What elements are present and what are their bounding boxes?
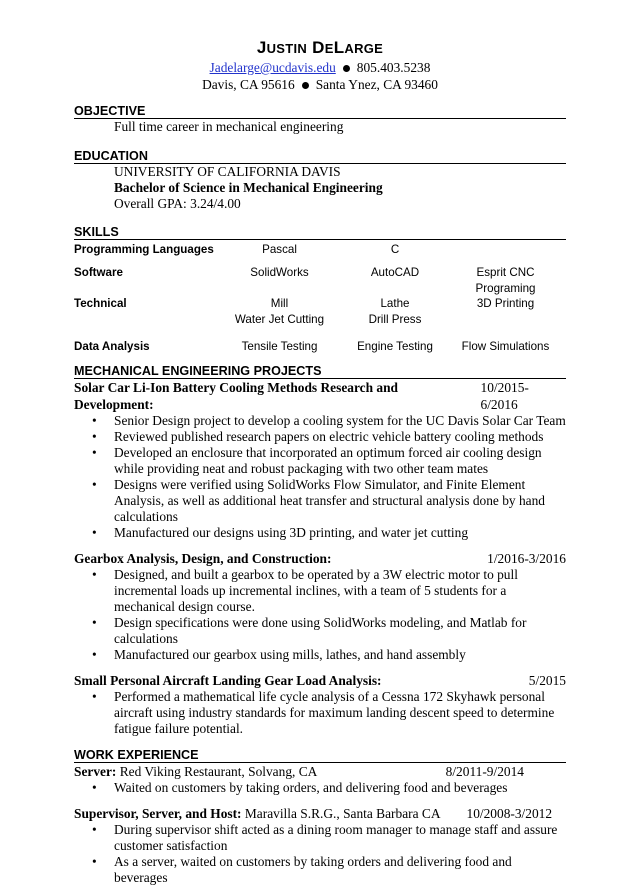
project-bullets — [74, 689, 566, 737]
skill-item: Lathe Drill Press — [368, 297, 422, 326]
section-heading-education: EDUCATION — [74, 149, 566, 164]
skills-row — [74, 296, 566, 339]
project-date: 1/2016-3/2016 — [487, 550, 566, 566]
project-title: Solar Car Li-Ion Battery Cooling Methods Research and Development: — [74, 379, 398, 412]
skill-item: Tensile Testing — [241, 340, 318, 353]
contact-line-1 — [74, 59, 566, 76]
education-gpa: Overall GPA: 3.24/4.00 — [114, 196, 241, 211]
job-date: 10/2008-3/2012 — [466, 805, 553, 821]
skill-item: Engine Testing — [357, 340, 433, 353]
job-role: Supervisor, Server, and Host: — [74, 805, 242, 821]
education-degree: Bachelor of Science in Mechanical Engineering — [114, 180, 383, 195]
skills-table — [74, 240, 566, 355]
skill-item: SolidWorks — [250, 266, 309, 279]
skill-category: Software — [74, 266, 123, 279]
job-entry — [74, 805, 566, 886]
job-role: Server: — [74, 763, 117, 779]
address-davis: Davis, CA 95616 — [202, 77, 295, 92]
list-item: • As a server, waited on customers by taking orders and delivering food and beverages — [114, 854, 566, 886]
bullet-dot-icon — [302, 82, 309, 89]
job-place: Maravilla S.R.G., Santa Barbara CA — [244, 805, 441, 821]
address-santa-ynez: Santa Ynez, CA 93460 — [315, 77, 438, 92]
project-title: Small Personal Aircraft Landing Gear Load Analysis: — [74, 672, 382, 688]
skill-category: Technical — [74, 297, 127, 310]
skills-row — [74, 339, 566, 355]
project-entry — [74, 672, 566, 737]
job-date: 8/2011-9/2014 — [445, 763, 524, 779]
objective-text: Full time career in mechanical engineering — [114, 119, 344, 134]
skill-item: Mill Water Jet Cutting — [234, 297, 325, 326]
project-date: 5/2015 — [528, 672, 566, 688]
skill-item: Pascal — [262, 243, 297, 256]
list-item: • Reviewed published research papers on electric vehicle battery cooling methods — [114, 429, 566, 445]
project-bullets — [74, 567, 566, 663]
list-item: • Developed an enclosure that incorporated an optimum forced air cooling design while providing neat and robust packaging with two other team mates — [114, 445, 566, 477]
project-bullets — [74, 413, 566, 541]
list-item: • Design specifications were done using SolidWorks modeling, and Matlab for calculations — [114, 615, 566, 647]
section-heading-skills: SKILLS — [74, 225, 566, 240]
list-item: • Senior Design project to develop a cooling system for the UC Davis Solar Car Team — [114, 413, 566, 429]
resume-page — [74, 38, 566, 886]
skill-item: 3D Printing — [476, 297, 535, 310]
skill-item: Esprit CNC Programing — [475, 266, 536, 295]
project-entry — [74, 379, 566, 541]
list-item: • Designed, and built a gearbox to be operated by a 3W electric motor to pull incremental loads up incremental inclines, with a team of 5 students for a mechanical design course. — [114, 567, 566, 615]
job-bullets — [74, 780, 566, 796]
list-item: • Waited on customers by taking orders, and delivering food and beverages — [114, 780, 566, 796]
skills-row — [74, 265, 566, 296]
bullet-dot-icon — [343, 65, 350, 72]
job-place: Red Viking Restaurant, Solvang, CA — [119, 763, 318, 779]
skill-category: Data Analysis — [74, 340, 150, 353]
email-link[interactable]: Jadelarge@ucdavis.edu — [209, 60, 336, 75]
skill-item: AutoCAD — [370, 266, 420, 279]
list-item: • Designs were verified using SolidWorks Flow Simulator, and Finite Element Analysis, as well as additional heat transfer and structural analysis done by hand calculations — [114, 477, 566, 525]
skills-row — [74, 240, 566, 265]
list-item: • Performed a mathematical life cycle analysis of a Cessna 172 Skyhawk personal aircraft using industry standards for maximum landing descent speed to determine fatigue failure potential. — [114, 689, 566, 737]
applicant-name: JUSTIN DELARGE — [256, 38, 384, 57]
project-entry — [74, 550, 566, 663]
list-item: • Manufactured our designs using 3D printing, and water jet cutting — [114, 525, 566, 541]
skill-category: Programming Languages — [74, 243, 214, 256]
phone: 805.403.5238 — [356, 60, 431, 75]
job-bullets — [74, 822, 566, 886]
project-date: 10/2015-6/2016 — [480, 379, 529, 412]
section-heading-objective: OBJECTIVE — [74, 104, 566, 119]
skill-item — [445, 240, 566, 265]
education-school: UNIVERSITY OF CALIFORNIA DAVIS — [114, 164, 341, 179]
project-title: Gearbox Analysis, Design, and Construction: — [74, 550, 332, 566]
skill-item: C — [390, 243, 400, 256]
contact-line-2 — [74, 76, 566, 93]
list-item: • Manufactured our gearbox using mills, lathes, and hand assembly — [114, 647, 566, 663]
section-heading-work: WORK EXPERIENCE — [74, 748, 566, 763]
list-item: • During supervisor shift acted as a dining room manager to manage staff and assure customer satisfaction — [114, 822, 566, 854]
section-heading-projects: MECHANICAL ENGINEERING PROJECTS — [74, 364, 566, 379]
job-entry — [74, 763, 566, 796]
skill-item: Flow Simulations — [461, 340, 550, 353]
